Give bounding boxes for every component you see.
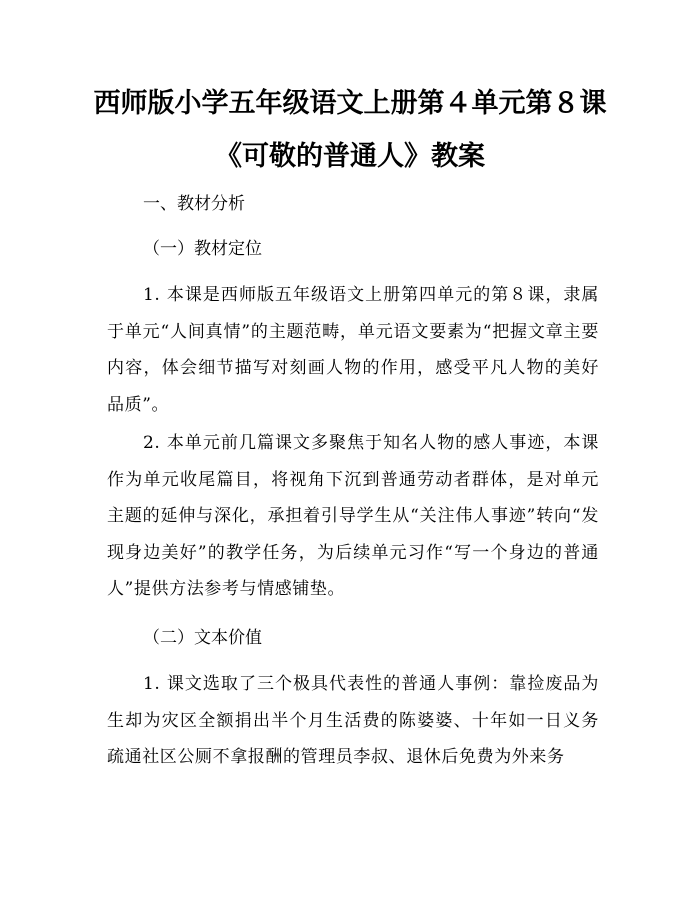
paragraph-positioning-2: 2. 本单元前几篇课文多聚焦于知名人物的感人事迹，本课作为单元收尾篇目，将视角下沉到普通劳动者群体，是对单元主题的延伸与深化，承担着引导学生从“关注伟人事迹”转向“发现身边美好”的教学任务，为后续单元习作“写一个身边的普通人”提供方法参考与情感铺垫。 bbox=[107, 433, 599, 599]
section-heading-analysis: 一、教材分析 bbox=[143, 194, 245, 214]
subsection-heading-text-value: （二）文本价值 bbox=[143, 628, 262, 648]
paragraph-text-value-1: 1. 课文选取了三个极具代表性的普通人事例：靠捡废品为生却为灾区全额捐出半个月生活费的陈婆婆、十年如一日义务疏通社区公厕不拿报酬的管理员李叔、退休后免费为外来务 bbox=[107, 674, 599, 767]
document-title-line2: 《可敬的普通人》教案 bbox=[215, 141, 485, 172]
paragraph-positioning-1: 1. 本课是西师版五年级语文上册第四单元的第８课，隶属于单元“人间真情”的主题范畴，单元语文要素为“把握文章主要内容，体会细节描写对刻画人物的作用，感受平凡人物的美好品质”。 bbox=[107, 285, 599, 415]
subsection-heading-positioning: （一）教材定位 bbox=[143, 239, 262, 259]
document-title-line1: 西师版小学五年级语文上册第４单元第８课 bbox=[93, 88, 607, 119]
